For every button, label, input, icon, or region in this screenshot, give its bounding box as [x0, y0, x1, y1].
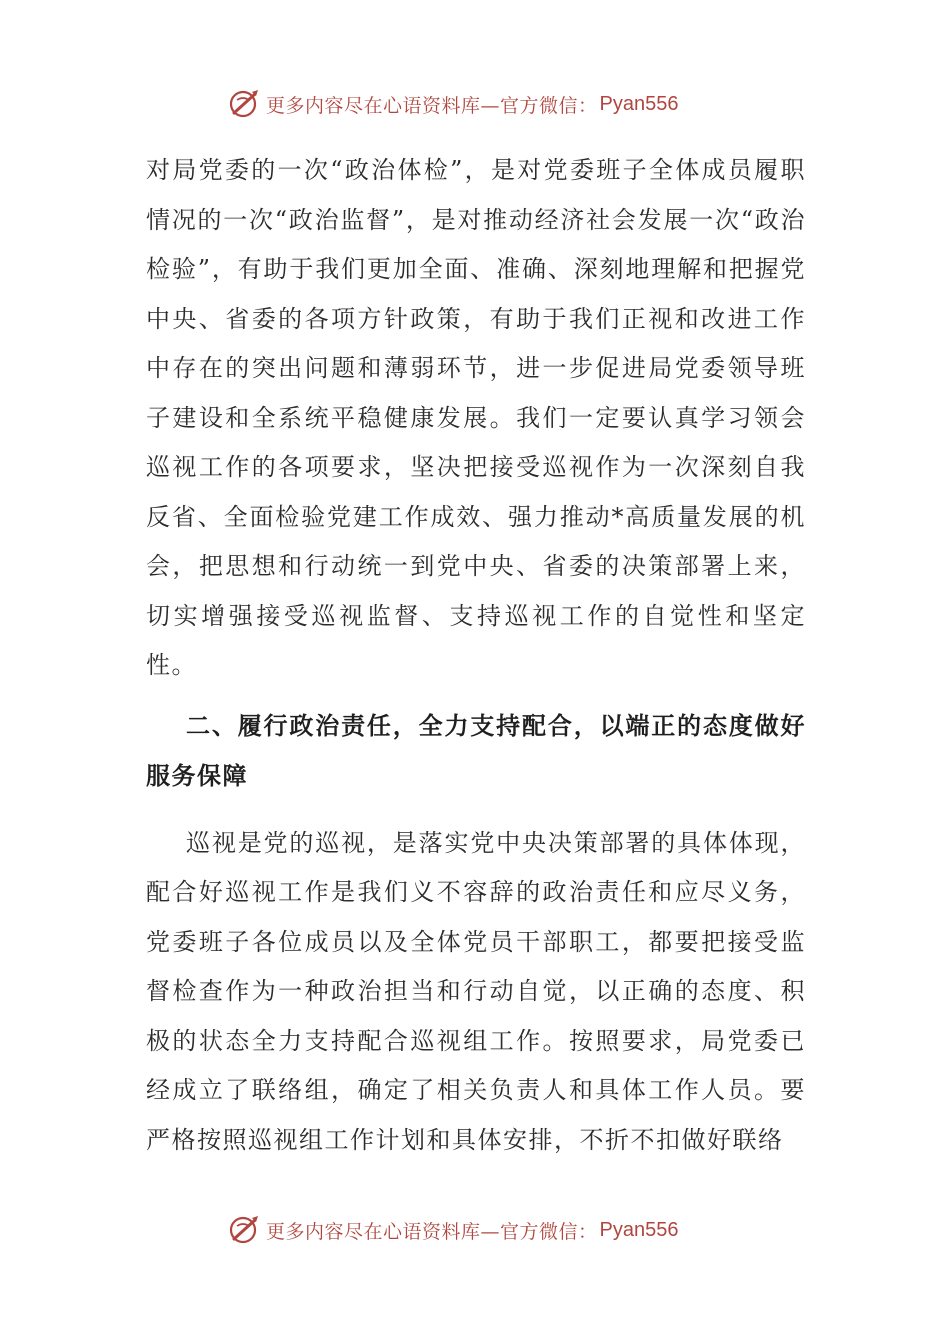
- footer-banner: [228, 1210, 678, 1250]
- footer-banner-id: Pyan556: [599, 1218, 679, 1241]
- paragraph: 对局党委的一次“政治体检”，是对党委班子全体成员履职情况的一次“政治监督”，是对推动经济社会发展一次“政治检验”，有助于我们更加全面、准确、深刻地理解和把握党中央、省委的各项方针政策，有助于我们正视和改进工作中存在的突出问题和薄弱环节，进一步促进局党委领导班子建设和全系统平稳健康发展。我们一定要认真学习领会巡视工作的各项要求，坚决把接受巡视作为一次深刻自我反省、全面检验党建工作成效、强力推动*高质量发展的机会，把思想和行动统一到党中央、省委的决策部署上来，切实增强接受巡视监督、支持巡视工作的自觉性和坚定性。: [146, 156, 806, 679]
- paragraph: 巡视是党的巡视，是落实党中央决策部署的具体体现，配合好巡视工作是我们义不容辞的政治责任和应尽义务，党委班子各位成员以及全体党员干部职工，都要把接受监督检查作为一种政治担当和行动自觉，以正确的态度、积极的状态全力支持配合巡视组工作。按照要求，局党委已经成立了联络组，确定了相关负责人和具体工作人员。要严格按照巡视组工作计划和具体安排，不折不扣做好联络: [146, 828, 806, 1154]
- footer-banner-text: 更多内容尽在心语资料库—官方微信：: [266, 1220, 598, 1243]
- section-heading: 二、履行政治责任，全力支持配合，以端正的态度做好服务保障: [146, 711, 806, 790]
- pen-logo-icon: [228, 1213, 262, 1247]
- header-banner-id: Pyan556: [599, 92, 679, 115]
- document-body: [146, 146, 806, 1165]
- header-banner-text: 更多内容尽在心语资料库—官方微信：: [266, 94, 598, 117]
- header-banner: [228, 84, 678, 124]
- pen-logo-icon: [228, 87, 262, 121]
